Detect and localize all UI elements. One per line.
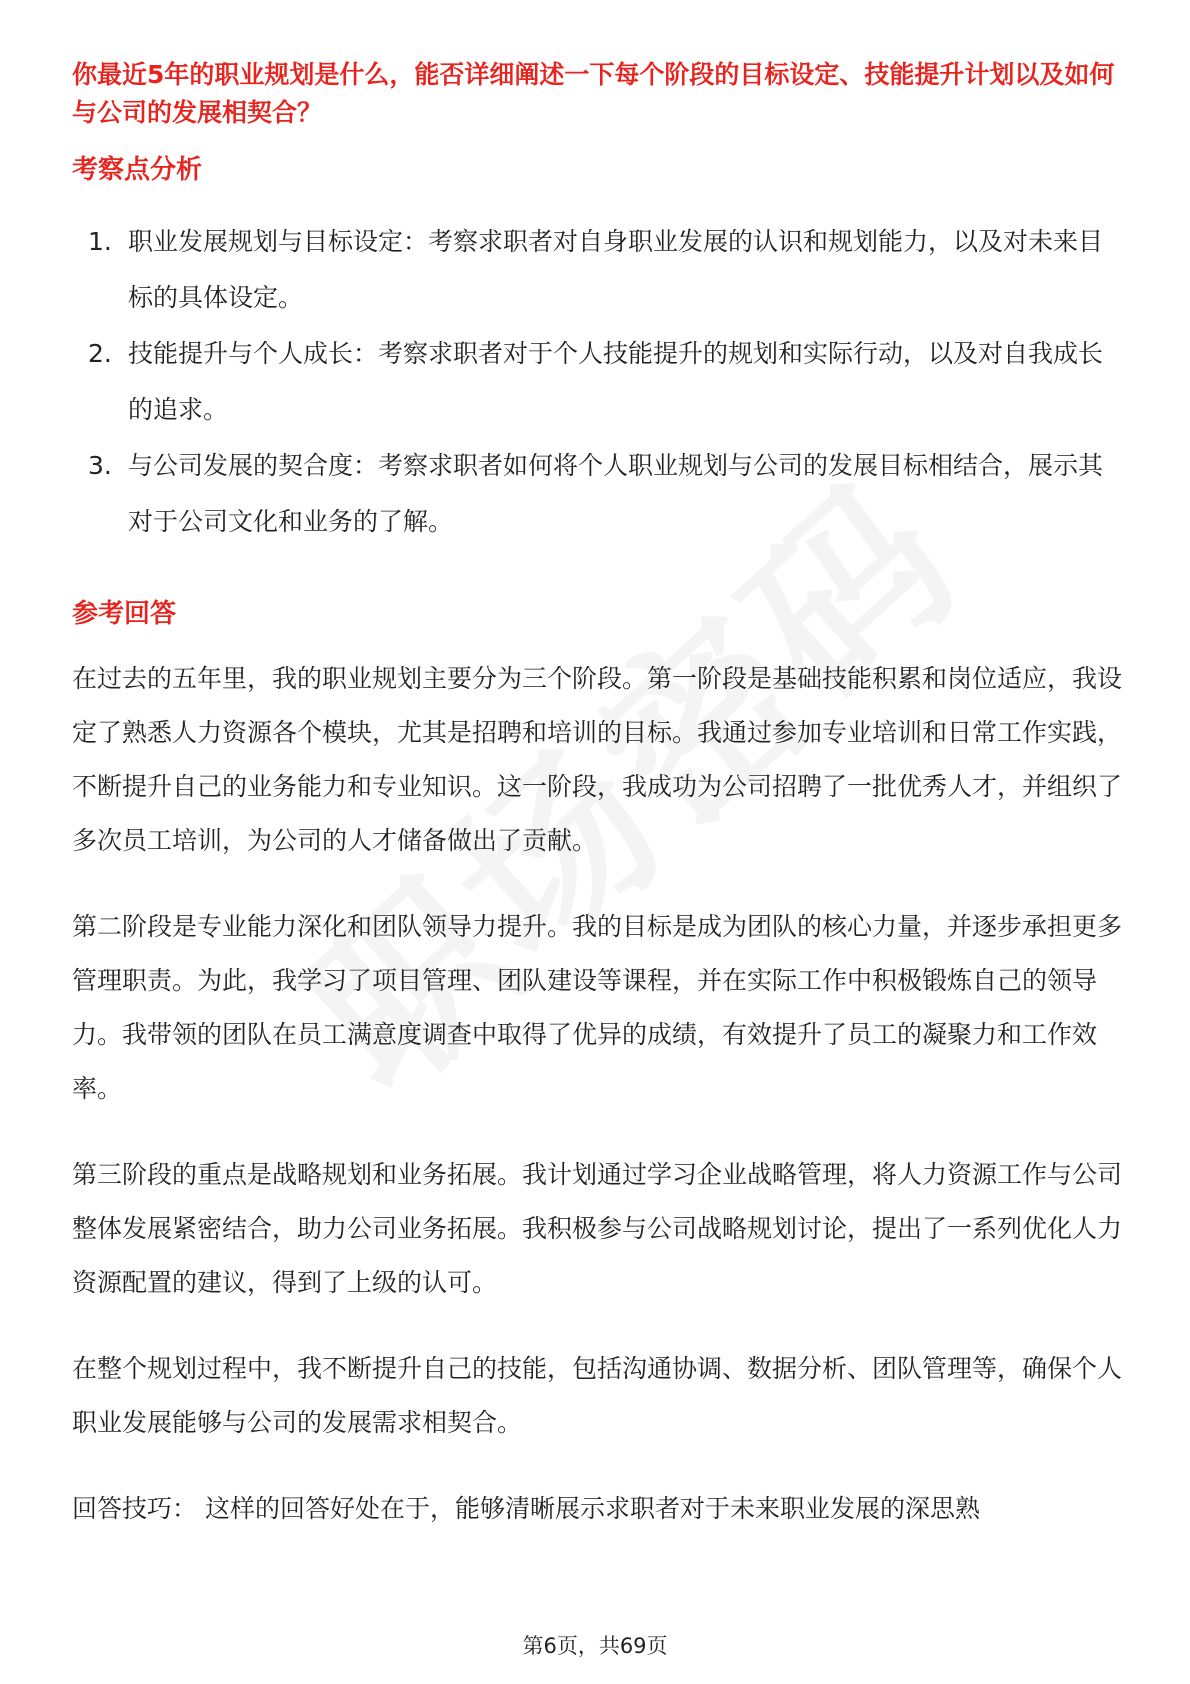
- interview-question: 你最近5年的职业规划是什么，能否详细阐述一下每个阶段的目标设定、技能提升计划以及如何与公司的发展相契合？: [72, 60, 1115, 127]
- analysis-list: [72, 214, 1122, 550]
- answer-paragraph: 第二阶段是专业能力深化和团队领导力提升。我的目标是成为团队的核心力量，并逐步承担更多管理职责。为此，我学习了项目管理、团队建设等课程，并在实际工作中积极锻炼自己的领导力。我带领的团队在员工满意度调查中取得了优异的成绩，有效提升了员工的凝聚力和工作效率。: [72, 912, 1123, 1103]
- answer-paragraph: 在过去的五年里，我的职业规划主要分为三个阶段。第一阶段是基础技能积累和岗位适应，我设定了熟悉人力资源各个模块，尤其是招聘和培训的目标。我通过参加专业培训和日常工作实践，不断提升自己的业务能力和专业知识。这一阶段，我成功为公司招聘了一批优秀人才，并组织了多次员工培训，为公司的人才储备做出了贡献。: [72, 664, 1123, 855]
- analysis-item-number: 3.: [88, 451, 112, 480]
- analysis-item: [72, 438, 1122, 550]
- reference-heading: 参考回答: [72, 599, 177, 629]
- analysis-item-number: 2.: [88, 339, 112, 368]
- analysis-item-text: 与公司发展的契合度：考察求职者如何将个人职业规划与公司的发展目标相结合，展示其对于公司文化和业务的了解。: [128, 451, 1104, 536]
- page-footer: 第6页，共69页: [522, 1634, 668, 1658]
- analysis-item-text: 职业发展规划与目标设定：考察求职者对自身职业发展的认识和规划能力，以及对未来目标的具体设定。: [128, 227, 1104, 312]
- analysis-item: [72, 214, 1122, 326]
- analysis-item: [72, 326, 1122, 438]
- answer-paragraph: 第三阶段的重点是战略规划和业务拓展。我计划通过学习企业战略管理，将人力资源工作与公司整体发展紧密结合，助力公司业务拓展。我积极参与公司战略规划讨论，提出了一系列优化人力资源配置的建议，得到了上级的认可。: [72, 1160, 1123, 1297]
- answer-paragraph: 在整个规划过程中，我不断提升自己的技能，包括沟通协调、数据分析、团队管理等，确保个人职业发展能够与公司的发展需求相契合。: [72, 1354, 1123, 1437]
- answer-tip: 回答技巧： 这样的回答好处在于，能够清晰展示求职者对于未来职业发展的深思熟: [72, 1494, 980, 1523]
- analysis-item-text: 技能提升与个人成长：考察求职者对于个人技能提升的规划和实际行动，以及对自我成长的追求。: [128, 339, 1104, 424]
- analysis-heading: 考察点分析: [72, 155, 203, 185]
- analysis-item-number: 1.: [88, 227, 112, 256]
- page-content: [72, 56, 1122, 1536]
